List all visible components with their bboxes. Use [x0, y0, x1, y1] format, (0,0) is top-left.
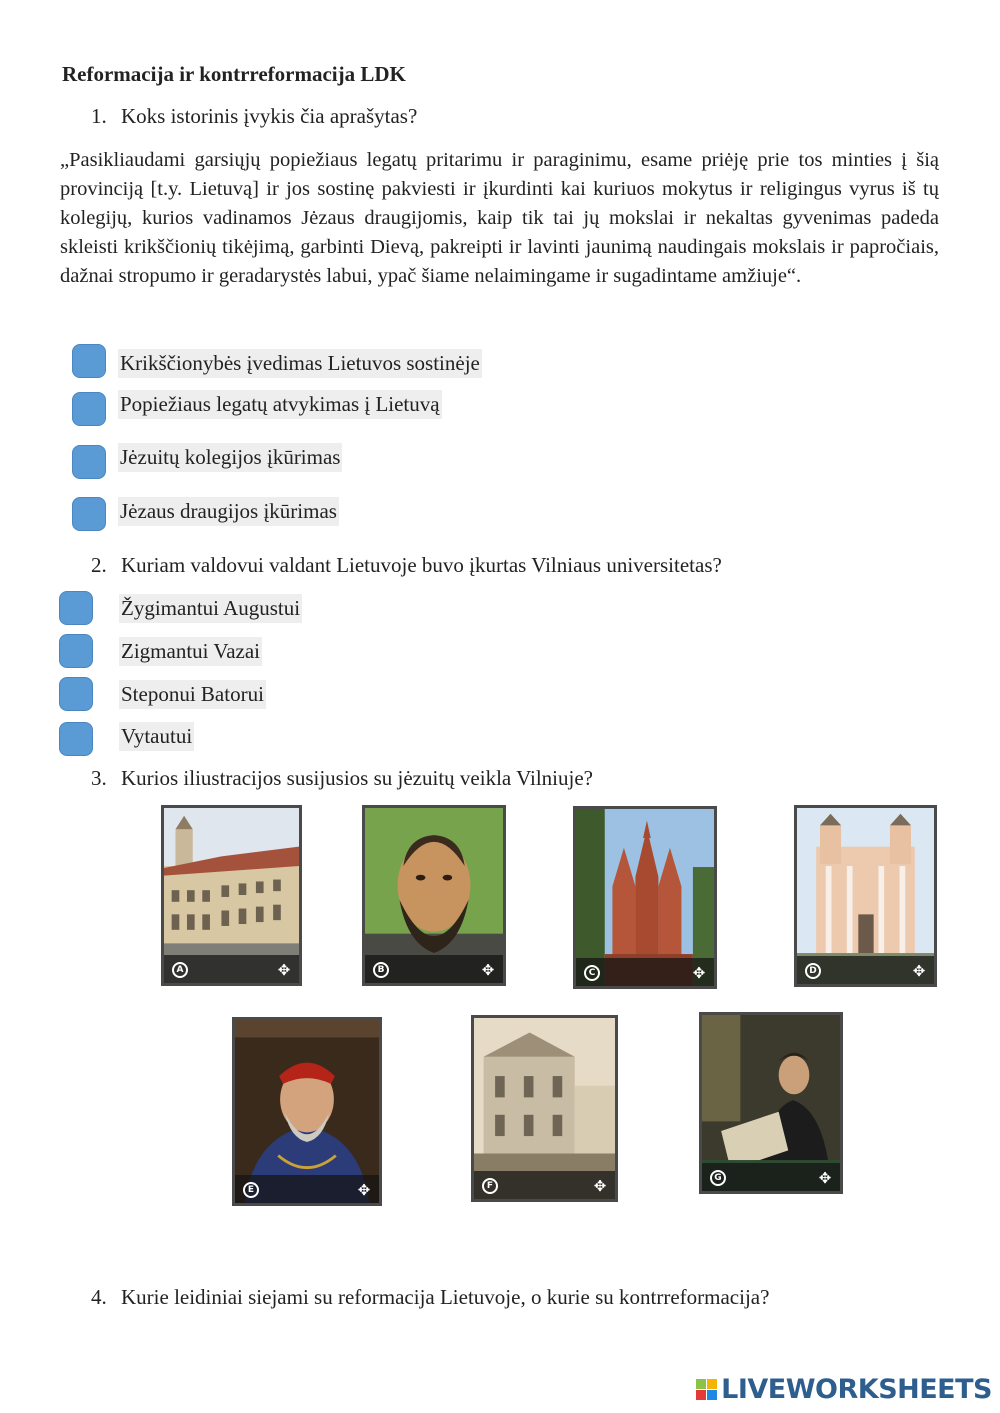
- q1-option-1-label: Krikščionybės įvedimas Lietuvos sostinėje: [118, 349, 482, 378]
- q1-option-1-checkbox[interactable]: [72, 344, 106, 378]
- card-letter-f: F: [482, 1178, 498, 1194]
- card-letter-c: C: [584, 965, 600, 981]
- move-icon[interactable]: ✥: [593, 1177, 607, 1195]
- q2-option-4-label: Vytautui: [119, 722, 194, 751]
- move-icon[interactable]: ✥: [481, 961, 495, 979]
- question-3-number: 3.: [91, 766, 107, 790]
- move-icon[interactable]: ✥: [912, 962, 926, 980]
- card-letter-b: B: [373, 962, 389, 978]
- q1-option-3-label: Jėzuitų kolegijos įkūrimas: [118, 443, 342, 472]
- logo-mark-icon: [696, 1379, 717, 1400]
- logo-text: LIVEWORKSHEETS: [721, 1374, 992, 1405]
- card-letter-a: A: [172, 962, 188, 978]
- question-3-text: Kurios iliustracijos susijusios su jėzuitų veikla Vilniuje?: [121, 766, 593, 790]
- q2-option-1-label: Žygimantui Augustui: [119, 594, 302, 623]
- liveworksheets-logo: [696, 1374, 992, 1405]
- q2-option-3-label: Steponui Batorui: [119, 680, 266, 709]
- question-1-text: Koks istorinis įvykis čia aprašytas?: [121, 104, 418, 128]
- question-1-number: 1.: [91, 104, 107, 128]
- question-1-quote: „Pasikliaudami garsiųjų popiežiaus legatų pritarimu ir paraginimu, esame priėję prie tos minties į šią provinciją [t.y. Lietuvą] ir jos sostinę pakviesti ir įkurdinti kai kuriuos mokytus ir religingus vyrus iš tų kolegijų, kurios vadinamos Jėzaus draugijomis, kaip tik tai jų mokslai ir nekaltas gyvenimas padeda skleisti krikščionių tikėjimą, garbinti Dievą, pakreipti ir lavinti jaunimą naudingais mokslais ir papročiais, dažnai stropumo ir geradarystės labui, ypač šiame nelaimingame ir sugadintame amžiuje“.: [60, 149, 939, 287]
- move-icon[interactable]: ✥: [357, 1181, 371, 1199]
- card-letter-d: D: [805, 963, 821, 979]
- q1-option-2-checkbox[interactable]: [72, 392, 106, 426]
- question-4-number: 4.: [91, 1285, 107, 1309]
- question-2-number: 2.: [91, 553, 107, 577]
- move-icon[interactable]: ✥: [692, 964, 706, 982]
- image-card-f[interactable]: [471, 1015, 618, 1202]
- worksheet-title: Reformacija ir kontrreformacija LDK: [62, 62, 406, 86]
- image-card-b[interactable]: [362, 805, 506, 986]
- image-card-d[interactable]: [794, 805, 937, 987]
- question-3: [91, 766, 593, 791]
- q2-option-3-checkbox[interactable]: [59, 677, 93, 711]
- q1-option-2-label: Popiežiaus legatų atvykimas į Lietuvą: [118, 390, 442, 419]
- image-card-e[interactable]: [232, 1017, 382, 1206]
- image-card-g[interactable]: [699, 1012, 843, 1194]
- question-4-text: Kurie leidiniai siejami su reformacija Lietuvoje, o kurie su kontrreformacija?: [121, 1285, 770, 1309]
- q1-option-3-checkbox[interactable]: [72, 445, 106, 479]
- image-card-c[interactable]: [573, 806, 717, 989]
- question-2: [91, 553, 722, 578]
- image-card-a[interactable]: [161, 805, 302, 986]
- q2-option-1-checkbox[interactable]: [59, 591, 93, 625]
- q2-option-4-checkbox[interactable]: [59, 722, 93, 756]
- move-icon[interactable]: ✥: [818, 1169, 832, 1187]
- card-letter-g: G: [710, 1170, 726, 1186]
- question-1: [91, 104, 417, 129]
- question-4: [91, 1285, 769, 1310]
- q1-option-4-label: Jėzaus draugijos įkūrimas: [118, 497, 339, 526]
- q2-option-2-label: Zigmantui Vazai: [119, 637, 262, 666]
- move-icon[interactable]: ✥: [277, 961, 291, 979]
- q2-option-2-checkbox[interactable]: [59, 634, 93, 668]
- question-2-text: Kuriam valdovui valdant Lietuvoje buvo įkurtas Vilniaus universitetas?: [121, 553, 722, 577]
- q1-option-4-checkbox[interactable]: [72, 497, 106, 531]
- card-letter-e: E: [243, 1182, 259, 1198]
